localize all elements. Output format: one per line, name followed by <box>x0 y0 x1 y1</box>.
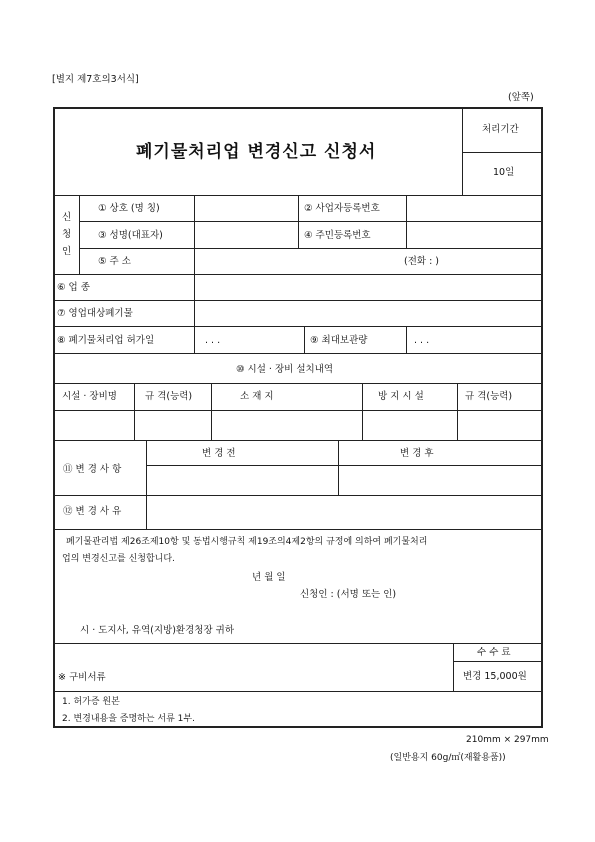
applicant-label-3: 인 <box>62 246 72 257</box>
fee-value: 변경 15,000원 <box>463 671 527 682</box>
declaration-line-2: 업의 변경신고를 신청합니다. <box>62 554 175 564</box>
change-items-label: ⑪ 변 경 사 항 <box>63 464 122 475</box>
max-storage-value: . . . <box>414 335 430 346</box>
declaration-applicant: 신청인 : (서명 또는 인) <box>300 589 397 600</box>
facility-col-equipment: 시설 · 장비명 <box>62 391 117 402</box>
applicant-label-2: 청 <box>62 229 72 240</box>
facility-col-prevention: 방 지 시 설 <box>378 391 424 402</box>
trade-name-label: ① 상호 (명 칭) <box>98 203 160 214</box>
address-label: ⑤ 주 소 <box>98 256 131 267</box>
biz-reg-no-label: ② 사업자등록번호 <box>304 203 380 214</box>
business-type-label: ⑥ 업 종 <box>57 282 90 293</box>
phone-label: (전화 : ) <box>404 256 440 267</box>
target-waste-label: ⑦ 영업대상폐기물 <box>57 308 133 319</box>
form-title: 폐기물처리업 변경신고 신청서 <box>136 142 377 162</box>
permit-date-value: . . . <box>205 335 221 346</box>
change-reason-label: ⑫ 변 경 사 유 <box>63 506 122 517</box>
declaration-line-1: 폐기물관리법 제26조제10항 및 동법시행규칙 제19조의4제2항의 규정에 의하여 폐기물처리 <box>66 537 428 547</box>
resident-no-label: ④ 주민등록번호 <box>304 230 371 241</box>
max-storage-label: ⑨ 최대보관량 <box>310 335 368 346</box>
processing-period-value: 10일 <box>493 167 515 178</box>
facility-section-label: ⑩ 시설 · 장비 설치내역 <box>236 364 334 375</box>
required-document-item: 1. 허가증 원본 <box>62 697 120 707</box>
processing-period-label: 처리기간 <box>482 124 519 135</box>
applicant-label-1: 신 <box>62 212 72 223</box>
change-before-label: 변 경 전 <box>202 448 236 459</box>
form-number: [별지 제7호의3서식] <box>52 74 139 85</box>
paper-size: 210mm × 297mm <box>466 735 549 745</box>
fee-label: 수 수 료 <box>477 647 511 658</box>
required-document-item: 2. 변경내용을 증명하는 서류 1부. <box>62 714 195 724</box>
required-documents-label: ※ 구비서류 <box>58 672 106 683</box>
permit-date-label: ⑧ 폐기물처리업 허가일 <box>57 335 155 346</box>
paper-spec: (일반용지 60g/㎡(재활용품)) <box>390 753 506 763</box>
representative-name-label: ③ 성명(대표자) <box>98 230 163 241</box>
declaration-date: 년 월 일 <box>252 572 286 583</box>
change-after-label: 변 경 후 <box>400 448 434 459</box>
facility-col-location: 소 재 지 <box>240 391 274 402</box>
front-side-mark: (앞쪽) <box>508 92 534 103</box>
facility-col-capacity-2: 규 격(능력) <box>465 391 513 402</box>
declaration-recipient: 시 · 도지사, 유역(지방)환경청장 귀하 <box>80 625 235 636</box>
facility-col-capacity: 규 격(능력) <box>145 391 193 402</box>
